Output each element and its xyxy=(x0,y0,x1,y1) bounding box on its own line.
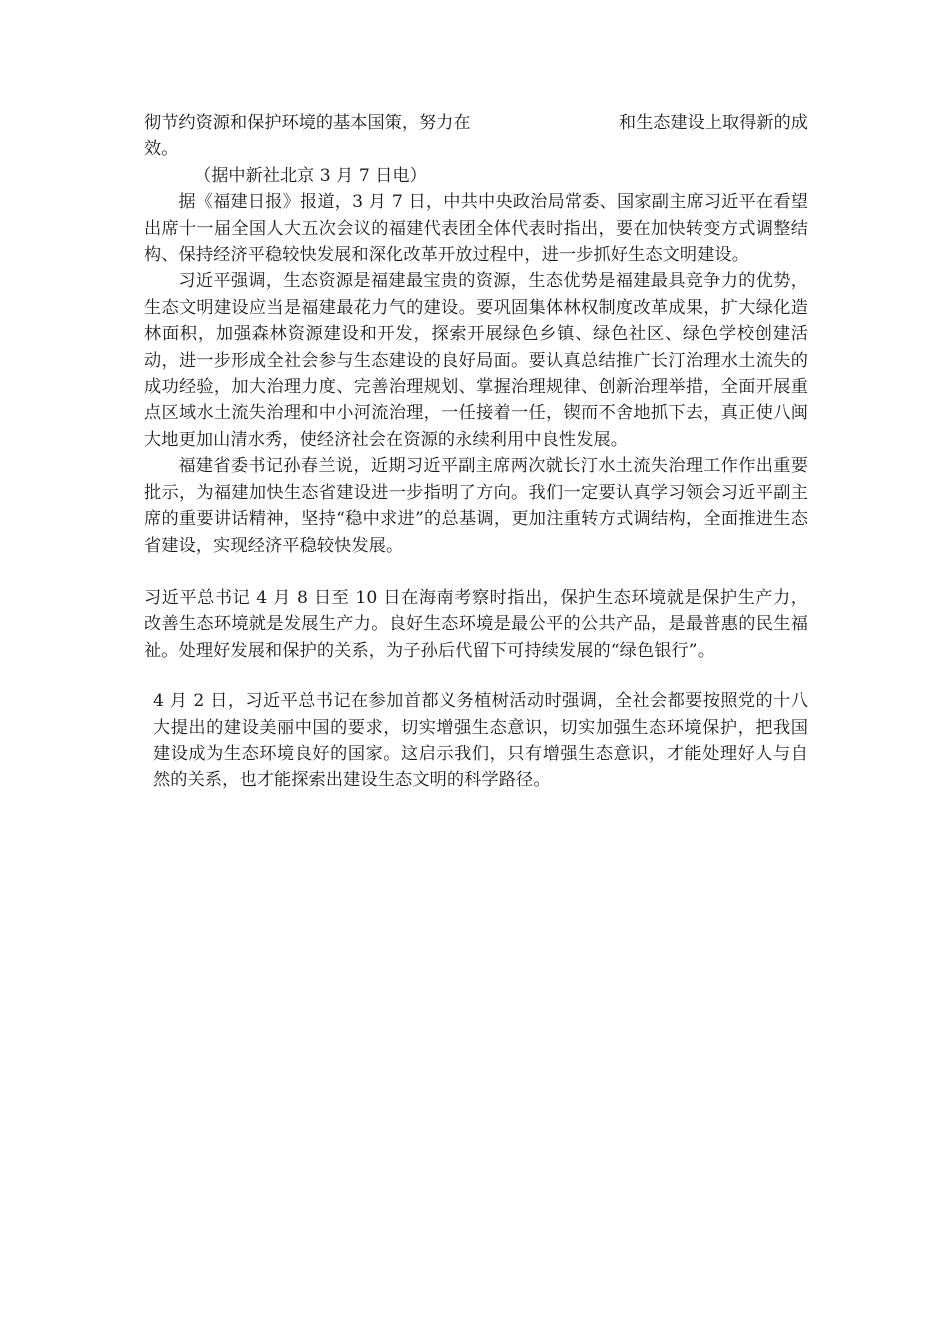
paragraph-tree-planting: 4 月 2 日，习近平总书记在参加首都义务植树活动时强调，全社会都要按照党的十八大提出的建设美丽中国的要求，切实增强生态意识，切实加强生态环境保护，把我国建设成为生态环境良好的国家。这启示我们，只有增强生态意识，才能处理好人与自然的关系，也才能探索出建设生态文明的科学路径。 xyxy=(153,691,808,791)
continued-text-start: 彻节约资源和保护环境的基本国策，努力在 xyxy=(144,113,471,133)
document-page xyxy=(144,110,808,794)
paragraph-fujian-daily: 据《福建日报》报道，3 月 7 日，中共中央政治局常委、国家副主席习近平在看望出席十一届全国人大五次会议的福建代表团全体代表时指出，要在加快转变方式调整结构、保持经济平稳较快发展和深化改革开放过程中，进一步抓好生态文明建设。 xyxy=(144,192,808,266)
continued-text-end: 和生态建设上取得新的成 xyxy=(618,113,808,133)
paragraph-xi-emphasis: 习近平强调，生态资源是福建最宝贵的资源，生态优势是福建最具竞争力的优势，生态文明建设应当是福建最花力气的建设。要巩固集体林权制度改革成果，扩大绿化造林面积，加强森林资源建设和开发，探索开展绿色乡镇、绿色社区、绿色学校创建活动，进一步形成全社会参与生态建设的良好局面。要认真总结推广长汀治理水土流失的成功经验，加大治理力度、完善治理规划、掌握治理规律、创新治理举措，全面开展重点区域水土流失治理和中小河流治理，一任接着一任，锲而不舍地抓下去，真正使八闽大地更加山清水秀，使经济社会在资源的永续利用中良性发展。 xyxy=(144,271,808,450)
paragraph-sun-chunlan: 福建省委书记孙春兰说，近期习近平副主席两次就长汀水土流失治理工作作出重要批示，为福建加快生态省建设进一步指明了方向。我们一定要认真学习领会习近平副主席的重要讲话精神，坚持“稳中求进”的总基调，更加注重转方式调结构，全面推进生态省建设，实现经济平稳较快发展。 xyxy=(144,456,808,556)
source-note: （据中新社北京 3 月 7 日电） xyxy=(194,165,427,186)
blank-gap xyxy=(508,110,582,136)
continued-paragraph-tail: 效。 xyxy=(144,139,179,160)
continued-paragraph-line xyxy=(144,110,808,136)
paragraph-hainan-inspection: 习近平总书记 4 月 8 日至 10 日在海南考察时指出，保护生态环境就是保护生产力，改善生态环境就是发展生产力。良好生态环境是最公平的公共产品，是最普惠的民生福祉。处理好发展和保护的关系，为子孙后代留下可持续发展的“绿色银行”。 xyxy=(144,587,808,661)
